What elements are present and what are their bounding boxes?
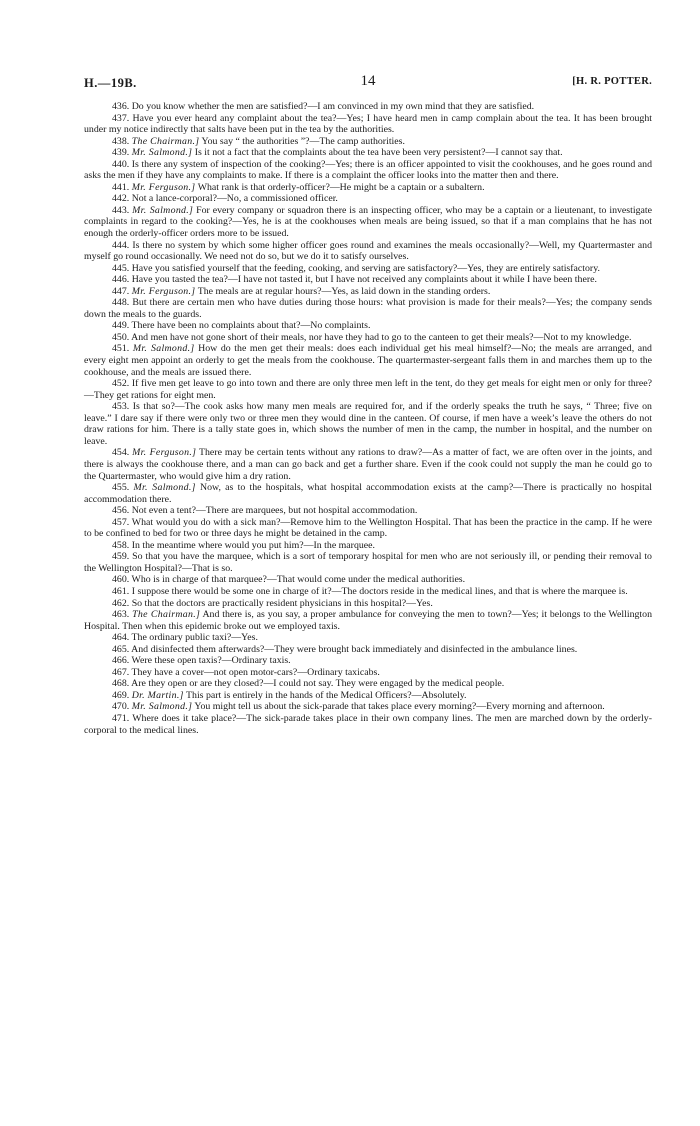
- question-number: 456.: [112, 505, 130, 517]
- question-paragraph: [84, 586, 652, 598]
- question-answer-text: This part is entirely in the hands of the Medical Officers?—Absolutely.: [186, 689, 467, 701]
- question-paragraph: [84, 182, 652, 194]
- speaker-label: Mr. Ferguson.]: [131, 285, 196, 297]
- question-paragraph: [84, 667, 652, 679]
- question-answer-text: There have been no complaints about that?—No complaints.: [131, 320, 371, 332]
- question-answer-text: They have a cover—not open motor-cars?—Ordinary taxicabs.: [131, 666, 380, 678]
- question-number: 467.: [112, 666, 130, 678]
- question-paragraph: [84, 644, 652, 656]
- paper-reference: H.—19B.: [84, 76, 137, 90]
- question-answer-text: How do the men get their meals: does each individual get his meal himself?—No; the meals are arranged, and every eight men appoint an orderly to get the meals from the cookhouse. The quartermaster-sergeant falls them in and marches them up to the cookhouse, and the meals are issued there.: [84, 343, 652, 378]
- question-paragraph: [84, 690, 652, 702]
- question-number: 437.: [112, 112, 130, 124]
- question-number: 454.: [112, 447, 130, 459]
- question-number: 458.: [112, 539, 130, 551]
- question-number: 461.: [112, 585, 130, 597]
- question-answer-text: And disinfected them afterwards?—They were brought back immediately and disinfected in the ambulance lines.: [131, 643, 578, 655]
- testimony-body: [84, 101, 652, 736]
- question-answer-text: So that the doctors are practically resident physicians in this hospital?—Yes.: [131, 597, 433, 609]
- question-answer-text: And men have not gone short of their meals, nor have they had to go to the canteen to get their meals?—Not to my knowledge.: [131, 331, 632, 343]
- question-paragraph: [84, 378, 652, 401]
- question-paragraph: [84, 598, 652, 610]
- speaker-label: Mr. Salmond.]: [133, 482, 196, 494]
- question-number: 455.: [112, 482, 130, 494]
- question-answer-text: Do you know whether the men are satisfied?—I am convinced in my own mind that they are satisfied.: [131, 101, 535, 112]
- question-answer-text: Now, as to the hospitals, what hospital accommodation exists at the camp?—There is practically no hospital accommodation there.: [84, 482, 653, 505]
- question-number: 445.: [112, 262, 130, 274]
- question-number: 443.: [112, 204, 130, 216]
- question-answer-text: Is that so?—The cook asks how many men meals are required for, and if the orderly speaks the truth he says, “ Three; five on leave.” I dare say if there were only two or three men they would dine in the canteen. Of course, if men have a week’s leave the others do not draw rations for him. There is a tally state goes in, which shows the number of men in the camp, the number in hospital, and the number on leave.: [84, 401, 652, 447]
- question-answer-text: Have you tasted the tea?—I have not tasted it, but I have not received any complaints about it while I have been there.: [131, 274, 597, 286]
- speaker-label: Mr. Salmond.]: [132, 204, 194, 216]
- question-answer-text: So that you have the marquee, which is a sort of temporary hospital for men who are not seriously ill, or pending their removal to the Wellington Hospital?—That is so.: [84, 551, 652, 574]
- question-number: 452.: [112, 378, 130, 390]
- question-answer-text: Were these open taxis?—Ordinary taxis.: [131, 655, 291, 667]
- question-answer-text: Is it not a fact that the complaints about the tea have been very persistent?—I cannot say that.: [194, 147, 563, 159]
- question-paragraph: [84, 678, 652, 690]
- question-number: 469.: [112, 689, 130, 701]
- speaker-label: Mr. Salmond.]: [131, 147, 193, 159]
- witness-name: [H. R. POTTER.: [572, 76, 652, 87]
- question-answer-text: You say “ the authorities ”?—The camp authorities.: [201, 135, 405, 147]
- question-number: 462.: [112, 597, 130, 609]
- question-number: 459.: [112, 551, 130, 563]
- question-answer-text: You might tell us about the sick-parade that takes place every morning?—Every morning and afternoon.: [194, 701, 605, 713]
- question-number: 460.: [112, 574, 130, 586]
- question-paragraph: [84, 574, 652, 586]
- question-number: 451.: [112, 343, 130, 355]
- question-answer-text: I suppose there would be some one in charge of it?—The doctors reside in the medical lines, and that is where the marquee is.: [131, 585, 628, 597]
- speaker-label: Mr. Ferguson.]: [132, 447, 197, 459]
- question-number: 470.: [112, 701, 130, 713]
- question-answer-text: If five men get leave to go into town and there are only three men left in the tent, do they get meals for eight men or only for three?—They get rations for eight men.: [84, 378, 652, 401]
- question-paragraph: [84, 332, 652, 344]
- question-number: 448.: [112, 297, 130, 309]
- question-paragraph: [84, 482, 652, 505]
- question-number: 471.: [112, 712, 130, 724]
- question-paragraph: [84, 713, 652, 736]
- question-paragraph: [84, 147, 652, 159]
- question-paragraph: [84, 655, 652, 667]
- question-answer-text: What rank is that orderly-officer?—He might be a captain or a subaltern.: [197, 181, 485, 193]
- question-answer-text: Not a lance-corporal?—No, a commissioned officer.: [131, 193, 338, 205]
- speaker-label: Dr. Martin.]: [131, 689, 184, 701]
- question-paragraph: [84, 343, 652, 378]
- question-paragraph: [84, 447, 652, 482]
- question-paragraph: [84, 286, 652, 298]
- question-answer-text: There may be certain tents without any rations to draw?—As a matter of fact, we are often over in the joints, and there is always the cookhouse there, and a man can go back and get a further share. Even if the cook could not supply the man he could go to the Quartermaster, who would give him a dry ration.: [84, 447, 652, 482]
- question-paragraph: [84, 193, 652, 205]
- question-paragraph: [84, 136, 652, 148]
- question-number: 468.: [112, 678, 130, 690]
- question-answer-text: Have you ever heard any complaint about the tea?—Yes; I have heard men in camp complain about the tea. It has been brought under my notice indirectly that salts have been put in the tea by the authorities.: [84, 112, 652, 136]
- question-number: 457.: [112, 516, 130, 528]
- question-paragraph: [84, 274, 652, 286]
- page-header: [84, 73, 652, 94]
- question-answer-text: What would you do with a sick man?—Remove him to the Wellington Hospital. That has been the practice in the camp. If he were to be confined to bed for two or three days he might be detained in the camp.: [84, 516, 652, 540]
- question-number: 446.: [112, 274, 130, 286]
- question-number: 436.: [112, 101, 130, 112]
- speaker-label: The Chairman.]: [131, 135, 200, 147]
- question-number: 447.: [112, 285, 130, 297]
- question-number: 466.: [112, 655, 130, 667]
- question-paragraph: [84, 101, 652, 113]
- question-paragraph: [84, 701, 652, 713]
- question-answer-text: But there are certain men who have duties during those hours: what provision is made for their meals?—Yes; the company sends down the meals to the guards.: [84, 297, 652, 320]
- question-paragraph: [84, 517, 652, 540]
- question-number: 441.: [112, 181, 130, 193]
- question-paragraph: [84, 320, 652, 332]
- question-answer-text: Is there no system by which some higher officer goes round and examines the meals occasionally?—Well, my Quartermaster and myself go round occasionally. We need not do so, but we do it to satisfy ourselves.: [84, 239, 652, 263]
- question-answer-text: In the meantime where would you put him?—In the marquee.: [131, 539, 375, 551]
- question-answer-text: The ordinary public taxi?—Yes.: [131, 632, 258, 644]
- question-answer-text: Are they open or are they closed?—I could not say. They were engaged by the medical people.: [131, 678, 505, 690]
- question-paragraph: [84, 159, 652, 182]
- question-number: 463.: [112, 609, 130, 621]
- speaker-label: Mr. Ferguson.]: [131, 181, 196, 193]
- question-paragraph: [84, 609, 652, 632]
- question-number: 439.: [112, 147, 130, 159]
- question-answer-text: And there is, as you say, a proper ambulance for conveying the men to town?—Yes; it belongs to the Wellington Hospital. Then when this epidemic broke out we employed taxis.: [84, 609, 652, 632]
- question-number: 444.: [112, 239, 130, 251]
- question-number: 465.: [112, 643, 130, 655]
- question-answer-text: Is there any system of inspection of the cooking?—Yes; there is an officer appointed to visit the cookhouses, and he goes round and asks the men if they have any complaints to make. If there is a complaint the officer looks into the matter then and there.: [84, 158, 652, 182]
- question-paragraph: [84, 540, 652, 552]
- question-answer-text: Have you satisfied yourself that the feeding, cooking, and serving are satisfactory?—Yes, they are entirely satisfactory.: [131, 262, 600, 274]
- speaker-label: Mr. Salmond.]: [132, 343, 195, 355]
- question-paragraph: [84, 297, 652, 320]
- question-answer-text: The meals are at regular hours?—Yes, as laid down in the standing orders.: [197, 285, 491, 297]
- speaker-label: The Chairman.]: [132, 609, 201, 621]
- question-number: 449.: [112, 320, 130, 332]
- page-number: 14: [360, 73, 376, 89]
- question-answer-text: Who is in charge of that marquee?—That would come under the medical authorities.: [131, 574, 466, 586]
- question-number: 464.: [112, 632, 130, 644]
- question-paragraph: [84, 505, 652, 517]
- question-answer-text: Where does it take place?—The sick-parade takes place in their own company lines. The men are marched down by the orderly-corporal to the medical lines.: [84, 712, 652, 736]
- question-paragraph: [84, 551, 652, 574]
- question-paragraph: [84, 113, 652, 136]
- question-paragraph: [84, 205, 652, 240]
- question-answer-text: Not even a tent?—There are marquees, but not hospital accommodation.: [131, 505, 418, 517]
- question-number: 450.: [112, 331, 130, 343]
- question-paragraph: [84, 401, 652, 447]
- question-paragraph: [84, 632, 652, 644]
- question-answer-text: For every company or squadron there is an inspecting officer, who may be a captain or a lieutenant, to investigate complaints in regard to the cooking?—Yes, he is at the cookhouses when meals are being issued, so that if a man complains that he has not enough the orderly-officer orders more to be issued.: [84, 204, 652, 240]
- question-paragraph: [84, 240, 652, 263]
- speaker-label: Mr. Salmond.]: [131, 701, 193, 713]
- question-paragraph: [84, 263, 652, 275]
- question-number: 453.: [112, 401, 130, 413]
- question-number: 438.: [112, 135, 130, 147]
- question-number: 442.: [112, 193, 130, 205]
- question-number: 440.: [112, 158, 130, 170]
